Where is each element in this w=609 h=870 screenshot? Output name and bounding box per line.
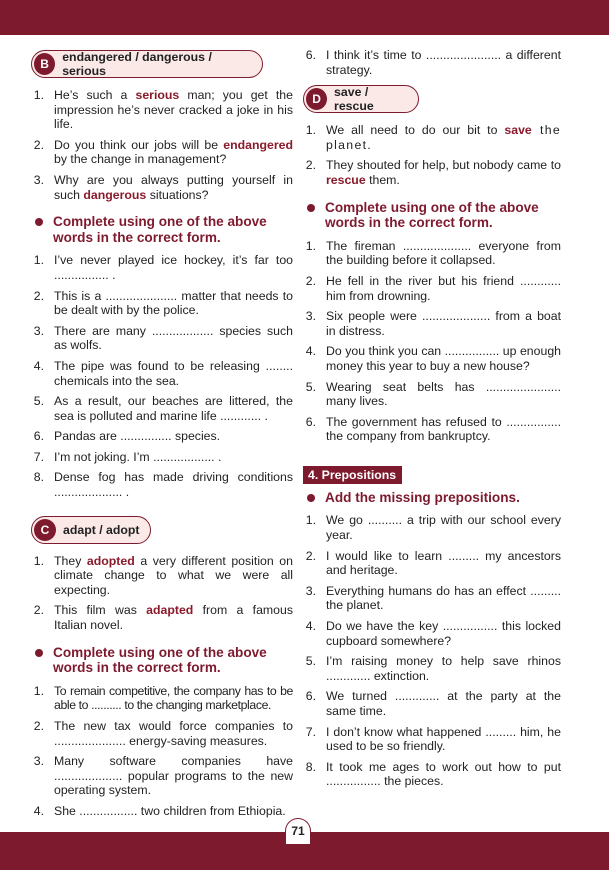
bullet-icon [35,218,43,226]
exercise-item: 7. I’m not joking. I’m .................. . [33,449,222,464]
exercise-item: 1. I’ve never played ice hockey, it’s far too ................ . [33,253,293,282]
exercise-item: 2. He fell in the river but his friend ............ him from drowning. [305,273,561,303]
section-title-prepositions: 4. Prepositions [303,466,402,484]
example-item: 2. This film was adapted from a famous Italian novel. [33,603,293,633]
exercise-item: 5. I’m raising money to help save rhinos ............. extinction. [305,654,561,683]
exercise-item: 8. Dense fog has made driving conditions .................... . [33,470,293,500]
bullet-icon [35,649,43,657]
exercise-item: 6. The government has refused to ................ the company from bankruptcy. [305,414,561,444]
word-box-b [31,50,263,78]
exercise-item: 6. We turned ............. at the party at the same time. [305,689,561,718]
exercise-item: 5. As a result, our beaches are littered, the sea is polluted and marine life ............ . [33,394,293,423]
exercise-item: 1. To remain competitive, the company has to be able to .......... to the changing marketplace. [33,683,293,713]
left-column [31,48,293,866]
exercise-item: 2. I would like to learn ......... my ancestors and heritage. [305,548,561,578]
exercise-item: 4. Do you think you can ................ up enough money this year to buy a new house? [305,344,561,373]
exercise-heading: Complete using one of the above words in the correct form. [303,200,561,231]
exercise-item: 1. We go .......... a trip with our school every year. [305,513,561,543]
example-item: 1. He’s such a serious man; you get the impression he’s never cracked a joke in his life. [33,88,293,132]
exercise-item: 3. Many software companies have .................... popular programs to the new operating system. [33,754,293,798]
word-box-letter: C [34,519,56,541]
word-box-words: endangered / dangerous / serious [62,50,212,78]
exercise-item: 4. She ................. two children from Ethiopia. [33,803,286,818]
word-box-letter: D [306,88,327,110]
exercise-item: 8. It took me ages to work out how to put ................ the pieces. [305,759,561,789]
exercise-item: 3. There are many .................. species such as wolfs. [33,323,293,353]
word-box-words: adapt / adopt [63,522,140,537]
exercise-item: 3. Everything humans do has an effect ......... the planet. [305,583,561,613]
exercise-item: 4. The pipe was found to be releasing ........ chemicals into the sea. [33,358,293,388]
example-item: 3. Why are you always putting yourself in such dangerous situations? [33,172,293,202]
exercise-item: 3. Six people were .................... from a boat in distress. [305,309,561,338]
exercise-item: 6. Pandas are ............... species. [33,429,221,444]
word-box-letter: B [34,53,55,75]
exercise-item: 4. Do we have the key ................ this locked cupboard somewhere? [305,619,561,648]
right-column [303,48,561,795]
exercise-item: 7. I don’t know what happened ......... him, he used to be so friendly. [305,724,561,754]
word-box-words: save / rescue [334,85,374,114]
example-item: 2. They shouted for help, but nobody came to rescue them. [305,158,561,187]
example-item: 2. Do you think our jobs will be endangered by the change in management? [33,137,293,167]
top-banner [0,0,609,35]
example-item: 1. They adopted a very different position on climate change to what we were all expecting. [33,553,293,597]
exercise-item: 5. Wearing seat belts has ...................... many lives. [305,379,561,409]
exercise-item: 2. This is a ..................... matter that needs to be dealt with by the police. [33,288,293,318]
exercise-item: 6. I think it’s time to ...................... a different strategy. [305,48,561,77]
example-item: 1. We all need to do our bit to save the planet. [305,123,561,152]
exercise-item: 1. The fireman .................... everyone from the building before it collapsed. [305,238,561,268]
bullet-icon [307,204,315,212]
exercise-heading: Complete using one of the above words in the correct form. [31,645,293,676]
bullet-icon [307,494,315,502]
exercise-item: 2. The new tax would force companies to ..................... energy-saving measures. [33,719,293,748]
word-box-d [303,85,419,113]
page-number: 71 [285,818,311,844]
exercise-heading: Complete using one of the above words in the correct form. [31,214,293,245]
exercise-heading: Add the missing prepositions. [303,490,561,506]
word-box-c [31,516,151,544]
